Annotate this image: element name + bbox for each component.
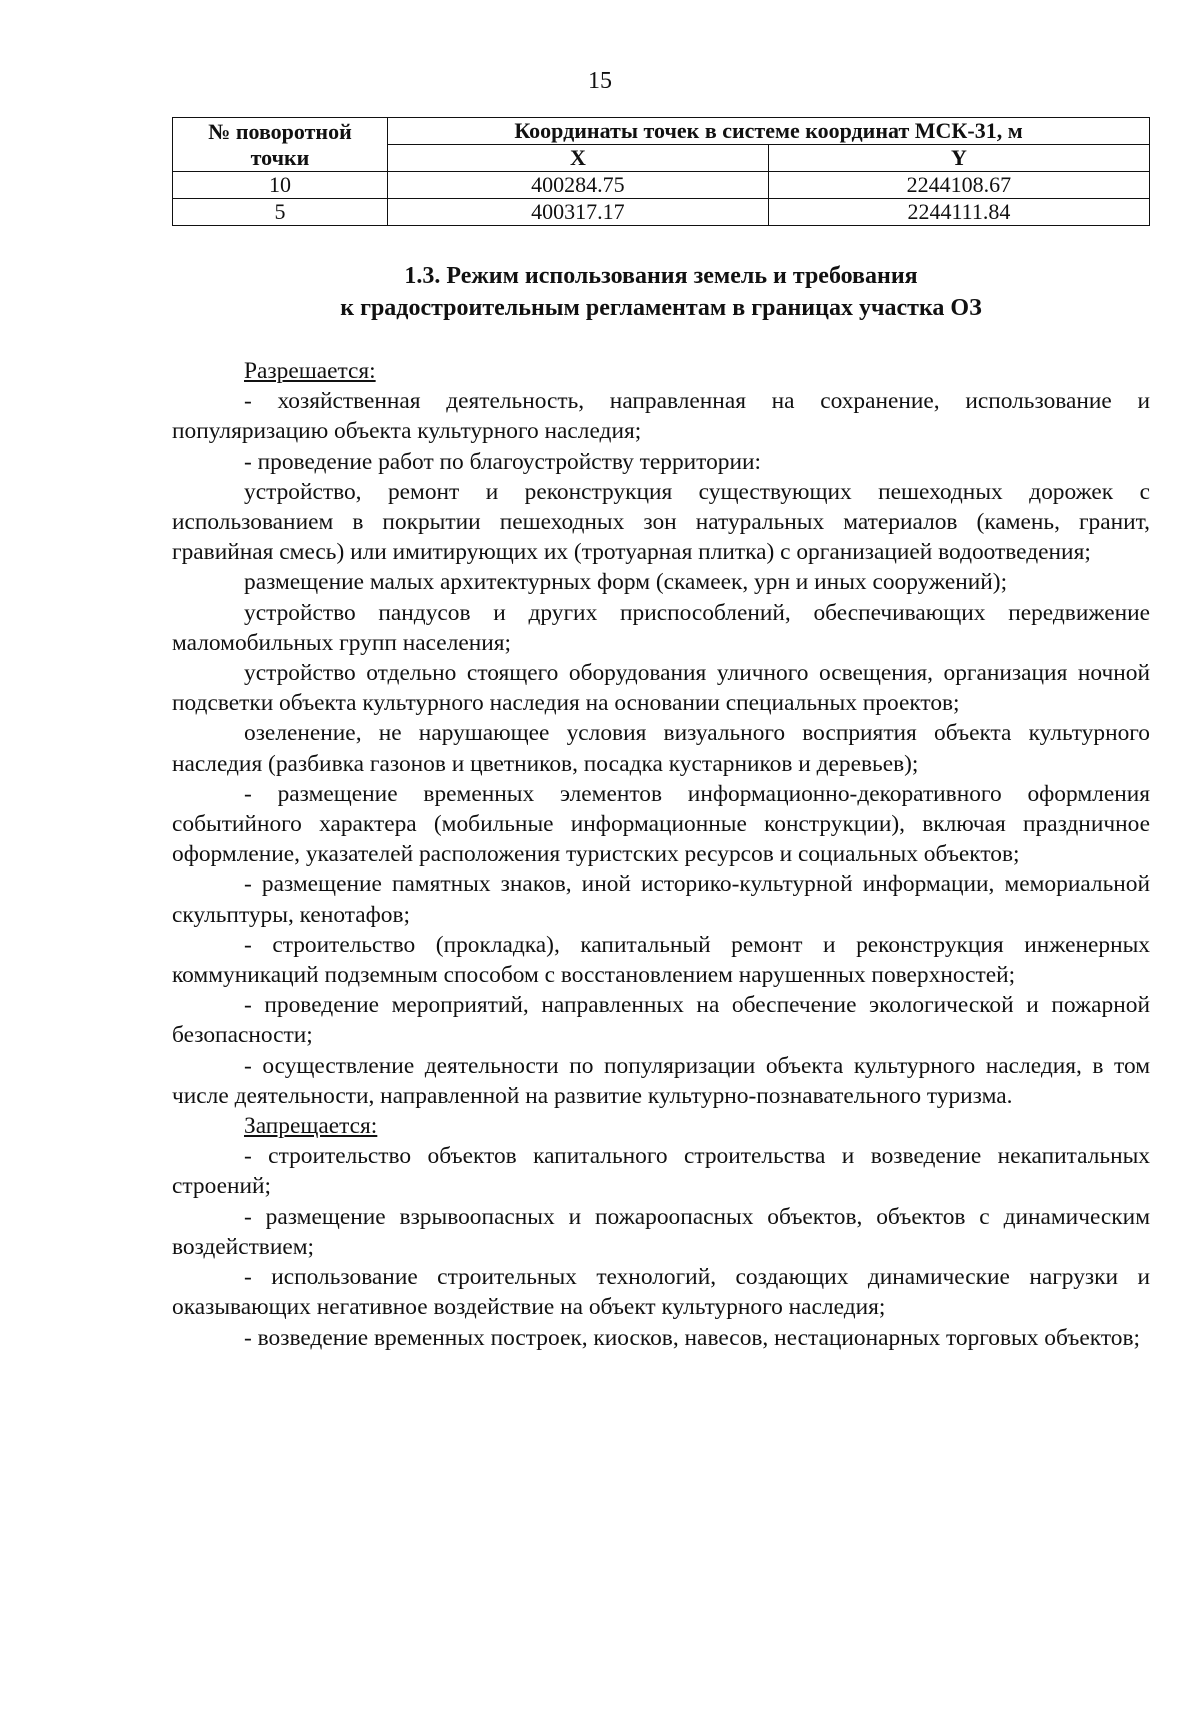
paragraph: - проведение мероприятий, направленных на обеспечение экологической и пожарной безопасности; [172, 992, 1150, 1049]
paragraph: размещение малых архитектурных форм (скамеек, урн и иных сооружений); [244, 569, 1008, 596]
forbidden-heading-text: Запрещается: [244, 1113, 378, 1140]
coordinates-table [172, 117, 1150, 226]
page-number: 15 [588, 68, 612, 94]
paragraph: - размещение памятных знаков, иной историко-культурной информации, мемориальной скульптуры, кенотафов; [172, 871, 1150, 928]
paragraph: - возведение временных построек, киосков, навесов, нестационарных торговых объектов; [244, 1324, 1140, 1351]
y-cell: 2244108.67 [768, 172, 1149, 199]
paragraph: устройство пандусов и других приспособлений, обеспечивающих передвижение маломобильных групп населения; [172, 599, 1150, 656]
paragraph: - проведение работ по благоустройству территории: [244, 448, 761, 475]
paragraph: - строительство объектов капитального строительства и возведение некапитальных строений; [172, 1143, 1150, 1200]
paragraph: озеленение, не нарушающее условия визуального восприятия объекта культурного наследия (разбивка газонов и цветников, посадка кустарников и деревьев); [172, 720, 1150, 777]
y-header: Y [768, 145, 1149, 172]
document-body [172, 356, 1150, 1353]
table-row [173, 172, 1150, 199]
allowed-heading-text: Разрешается: [244, 358, 376, 384]
point-number-cell: 5 [173, 199, 388, 226]
table-row [173, 199, 1150, 226]
paragraph: - размещение временных элементов информационно-декоративного оформления событийного характера (мобильные информационные конструкции), включая праздничное оформление, указателей расположения туристских ресурсов и социальных объектов; [172, 780, 1150, 868]
forbidden-heading [172, 1111, 1150, 1141]
coordinates-header: Координаты точек в системе координат МСК-31, м [388, 118, 1150, 145]
paragraph: устройство, ремонт и реконструкция существующих пешеходных дорожек с использованием в покрытии пешеходных зон натуральных материалов (камень, гранит, гравийная смесь) или имитирующих их (тротуарная плитка) с организацией водоотведения; [172, 478, 1150, 566]
x-header: X [388, 145, 769, 172]
paragraph: устройство отдельно стоящего оборудования уличного освещения, организация ночной подсветки объекта культурного наследия на основании специальных проектов; [172, 660, 1150, 717]
table-header-row [173, 118, 1150, 145]
x-cell: 400317.17 [388, 199, 769, 226]
x-cell: 400284.75 [388, 172, 769, 199]
y-cell: 2244111.84 [768, 199, 1149, 226]
allowed-heading [172, 356, 1150, 386]
section-title [172, 260, 1150, 324]
paragraph: - осуществление деятельности по популяризации объекта культурного наследия, в том числе деятельности, направленной на развитие культурно-познавательного туризма. [172, 1052, 1150, 1109]
paragraph: - использование строительных технологий, создающих динамические нагрузки и оказывающих негативное воздействие на объект культурного наследия; [172, 1264, 1150, 1321]
section-title-line: к градостроительным регламентам в границах участка ОЗ [340, 295, 982, 321]
paragraph: - строительство (прокладка), капитальный ремонт и реконструкция инженерных коммуникаций подземным способом с восстановлением нарушенных поверхностей; [172, 931, 1150, 989]
paragraph: - хозяйственная деятельность, направленная на сохранение, использование и популяризацию объекта культурного наследия; [172, 388, 1150, 445]
point-number-header: № поворотной точки [173, 118, 388, 172]
point-number-cell: 10 [173, 172, 388, 199]
paragraph: - размещение взрывоопасных и пожароопасных объектов, объектов с динамическим воздействием; [172, 1203, 1150, 1260]
section-title-line: 1.3. Режим использования земель и требования [404, 263, 918, 289]
